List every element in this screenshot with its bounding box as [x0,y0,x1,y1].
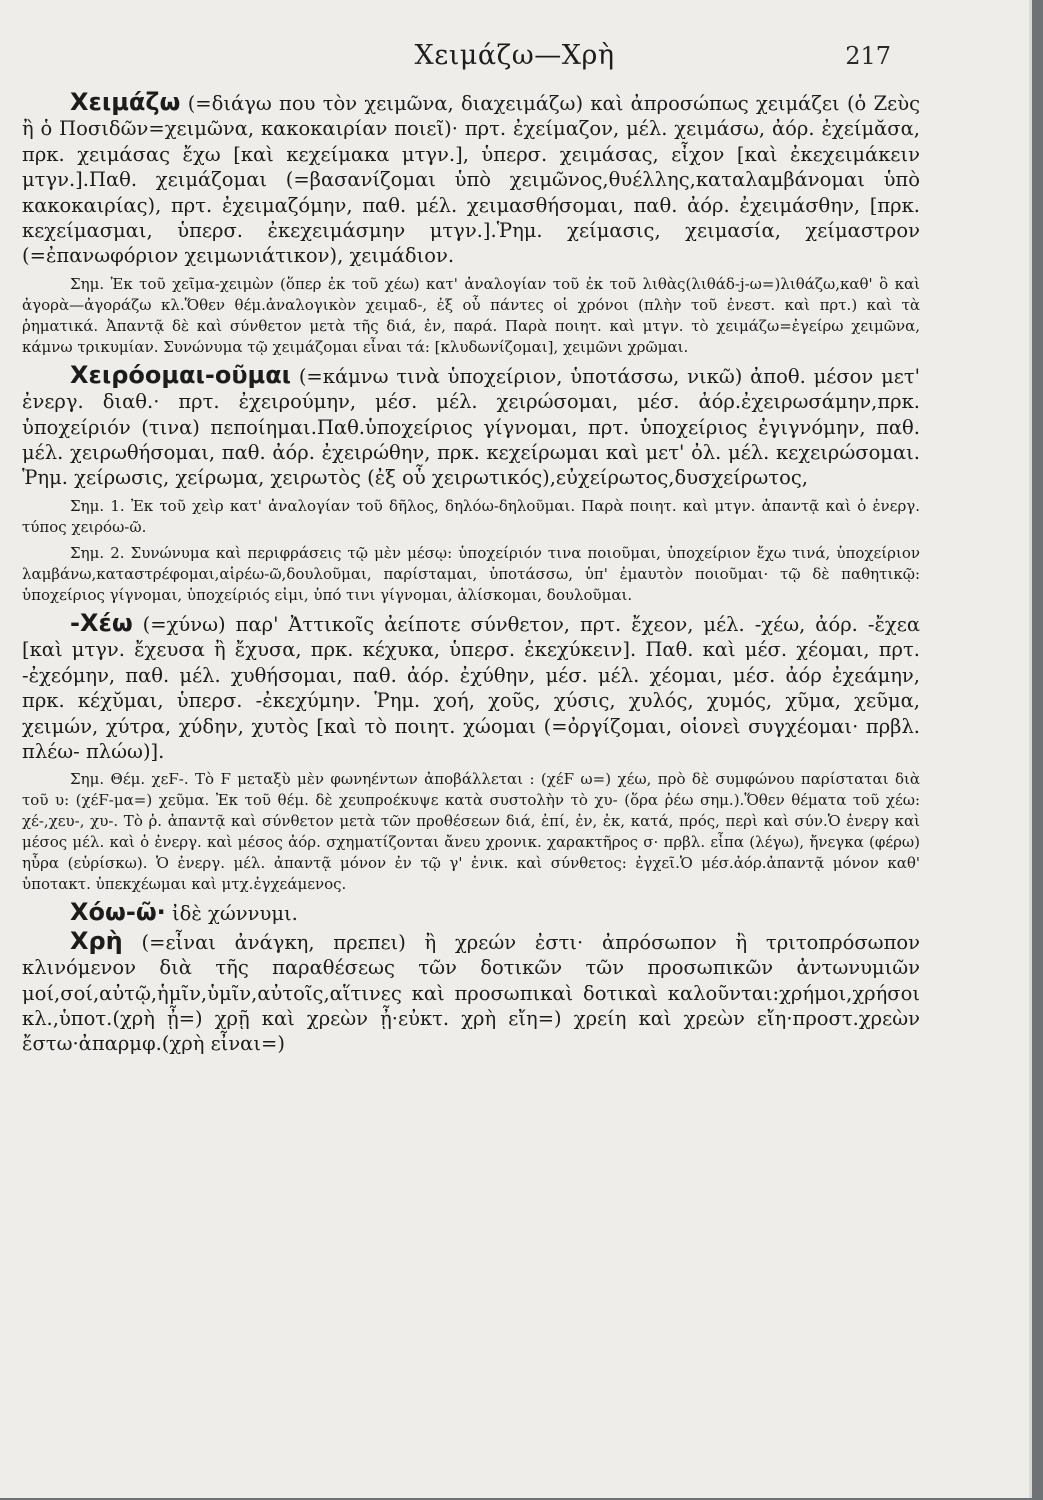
entry-cheiroomai [22,360,920,491]
entry-text: ἰδὲ χώννυμι. [165,902,298,926]
note-text: Ἐκ τοῦ χεῖμα-χειμὼν (ὅπερ ἐκ τοῦ χέω) κατ' ἀναλογίαν τοῦ ἐκ τοῦ λιθὰς(λιθάδ-j-ω=)λιθάζω,καθ' ὃ καὶ ἀγορὰ—ἀγοράζω κλ.Ὅθεν θέμ.ἀναλογικὸν χειμαδ-, ἐξ οὗ πάντες οἱ χρόνοι (πλὴν τοῦ ἐνεστ. καὶ πρτ.) καὶ τὰ ῥηματικά. Ἀπαντᾷ δὲ καὶ σύνθετον μετὰ τῆς διά, ἐν, παρά. Παρὰ ποιητ. καὶ μτγν. τὸ χειμάζω=ἐγείρω χειμῶνα, κάμνω τρικυμίαν. Συνώνυμα τῷ χειμάζομαι εἶναι τά: [κλυδωνίζομαι], χειμῶνι χρῶμαι. [22,274,920,356]
running-title: Χειμάζω—Χρὴ [414,40,615,71]
note-label: Σημ. 2. [70,543,125,562]
note-label: Σημ. 1. [70,496,125,515]
headword: -Χέω [70,608,133,637]
note [22,769,920,895]
entry-text: (=χύνω) παρ' Ἀττικοῖς ἀείποτε σύνθετον, πρτ. ἔχεον, μέλ. -χέω, ἀόρ. -ἔχεα [καὶ μτγν. ἔχευσα ἢ ἔχυσα, πρκ. κέχυκα, ὑπερσ. ἐκεχύκειν]. Παθ. καὶ μέσ. χέομαι, πρτ. -ἐχεόμην, παθ. μέλ. χυθήσομαι, παθ. ἀόρ. ἐχύθην, μέσ. μέλ. χέομαι, μέσ. ἀόρ ἐχεάμην, πρκ. κέχῠμαι, ὑπερσ. -ἐκεχύμην. Ῥημ. χοή, χοῦς, χύσις, χυλός, χυμός, χῦμα, χεῦμα, χειμών, χύτρα, χύδην, χυτὸς [καὶ τὸ ποιητ. χώομαι (=ὀργίζομαι, οἱονεὶ συγχέομαι· πρβλ. πλέω- πλώω)]. [22,612,920,763]
entry-cheo [22,608,920,764]
entry-choo [22,900,920,926]
entry-text: (=διάγω που τὸν χειμῶνα, διαχειμάζω) καὶ ἀπροσώπως χειμάζει (ὁ Ζεὺς ἢ ὁ Ποσιδῶν=χειμῶνα, κακοκαιρίαν ποιεῖ)· πρτ. ἐχείμαζον, μέλ. χειμάσω, ἀόρ. ἐχείμᾰσα, πρκ. χειμάσας ἔχω [καὶ κεχείμακα μτγν.], ὑπερσ. χειμάσας, εἶχον [καὶ ἐκεχειμάκειν μτγν.].Παθ. χειμάζομαι (=βασανίζομαι ὑπὸ χειμῶνος,θυέλλης,καταλαμβάνομαι ὑπὸ κακοκαιρίας), πρτ. ἐχειμαζόμην, παθ. μέλ. χειμασθήσομαι, παθ. ἀόρ. ἐχειμάσθην, [πρκ. κεχείμασμαι, ὑπερσ. ἐκεχειμάσμην μτγν.].Ῥημ. χείμασις, χειμασία, χείμαστρον (=ἐπανωφόριον χειμωνιάτικον), χειμάδιον. [22,92,920,268]
headword: Χόω-ῶ· [70,898,166,927]
entry-chre [22,926,920,1057]
entry-text: (=κάμνω τινὰ ὑποχείριον, ὑποτάσσω, νικῶ) ἀποθ. μέσον μετ' ἐνεργ. διαθ.· πρτ. ἐχειρούμην, μέσ. μέλ. χειρώσομαι, μέσ. ἀόρ.ἐχειρωσάμην,πρκ. ὑποχείριόν (τινα) πεποίημαι.Παθ.ὑποχείριος γίγνομαι, πρτ. ὑποχείριος ἐγιγνόμην, παθ. μέλ. χειρωθήσομαι, παθ. ἀόρ. ἐχειρώθην, πρκ. κεχείρωμαι καὶ μετ' ὀλ. μέλ. κεχειρώσομαι. Ῥημ. χείρωσις, χείρωμα, χειρωτὸς (ἐξ οὗ χειρωτικός),εὐχείρωτος,δυσχείρωτος, [22,364,920,490]
headword: Χειρόομαι-οῦμαι [70,360,292,389]
headword: Χειμάζω [70,88,181,116]
note-text: Συνώνυμα καὶ περιφράσεις τῷ μὲν μέσῳ: ὑποχείριόν τινα ποιοῦμαι, ὑποχείριον ἔχω τινά, ὑποχείριον λαμβάνω,καταστρέφομαι,αἱρέω-ῶ,δουλοῦμαι, παρίσταμαι, ὑποτάσσω, ὑπ' ἐμαυτὸν ποιοῦμαι· τῷ δὲ παθητικῷ: ὑποχείριος γίγνομαι, ὑποχείριός εἰμι, ὑπό τινι γίγνομαι, ἁλίσκομαι, δουλοῦμαι. [22,543,920,604]
note [22,496,920,538]
dictionary-text [22,90,920,1061]
note-text: Θέμ. χεϜ-. Τὸ Ϝ μεταξὺ μὲν φωνηέντων ἀποβάλλεται : (χέϜ ω=) χέω, πρὸ δὲ συμφώνου παρίσταται διὰ τοῦ υ: (χέϜ-μα=) χεῦμα. Ἐκ τοῦ θέμ. δὲ χευπροέκυψε κατὰ συστολὴν τὸ χυ- (ὅρα ῥέω σημ.).Ὅθεν θέματα τοῦ χέω: χέ-,χευ-, χυ-. Τὸ ῥ. ἀπαντᾷ καὶ σύνθετον μετὰ τῶν προθέσεων διά, ἐπί, ἐν, ἐκ, κατά, πρός, περὶ καὶ σύν.Ὁ ἐνεργ καὶ μέσος μέλ. καὶ ὁ ἐνεργ. καὶ μέσος ἀόρ. σχηματίζονται ἄνευ χρονικ. χαρακτῆρος σ· πρβλ. εἶπα (λέγω), ἤνεγκα (φέρω) ηὗρα (εὑρίσκω). Ὁ ἐνεργ. μέλ. ἀπαντᾷ μόνον ἐν τῷ γ' ἑνικ. καὶ σύνθετος: ἐγχεῖ.Ὁ μέσ.ἀόρ.ἀπαντᾷ μόνον καθ' ὑποτακτ. ὑπεκχέωμαι καὶ μτχ.ἐγχεάμενος. [22,770,920,894]
entry-cheimazo [22,90,920,269]
entry-text: (=εἶναι ἀνάγκη, πρεπει) ἢ χρεών ἐστι· ἀπρόσωπον ἢ τριτοπρόσωπον κλινόμενον διὰ τῆς παραθέσεως τῶν δοτικῶν τῶν προσωπικῶν ἀντωνυμιῶν μοί,σοί,αὐτῷ,ἡμῖν,ὑμῖν,αὐτοῖς,αἵτινες καὶ προσωπικαὶ δοτικαὶ καλοῦνται:χρήμοι,χρήσοι κλ.,ὑποτ.(χρὴ ᾖ=) χρῇ καὶ χρεὼν ᾖ·εὐκτ. χρὴ εἴη=) χρείη καὶ χρεὼν εἴη·προστ.χρεὼν ἔστω·ἀπαρμφ.(χρὴ εἶναι=) [22,930,920,1056]
page-header [0,40,1029,76]
note [22,274,920,358]
note-label: Σημ. [70,274,105,293]
note-label: Σημ. [70,770,105,789]
note [22,543,920,606]
page-number: 217 [845,42,891,70]
headword: Χρὴ [70,926,123,955]
note-text: Ἐκ τοῦ χεὶρ κατ' ἀναλογίαν τοῦ δῆλος, δηλόω-δηλοῦμαι. Παρὰ ποιητ. καὶ μτγν. ἀπαντᾷ καὶ ὁ ἐνεργ. τύπος χειρόω-ῶ. [22,496,920,536]
